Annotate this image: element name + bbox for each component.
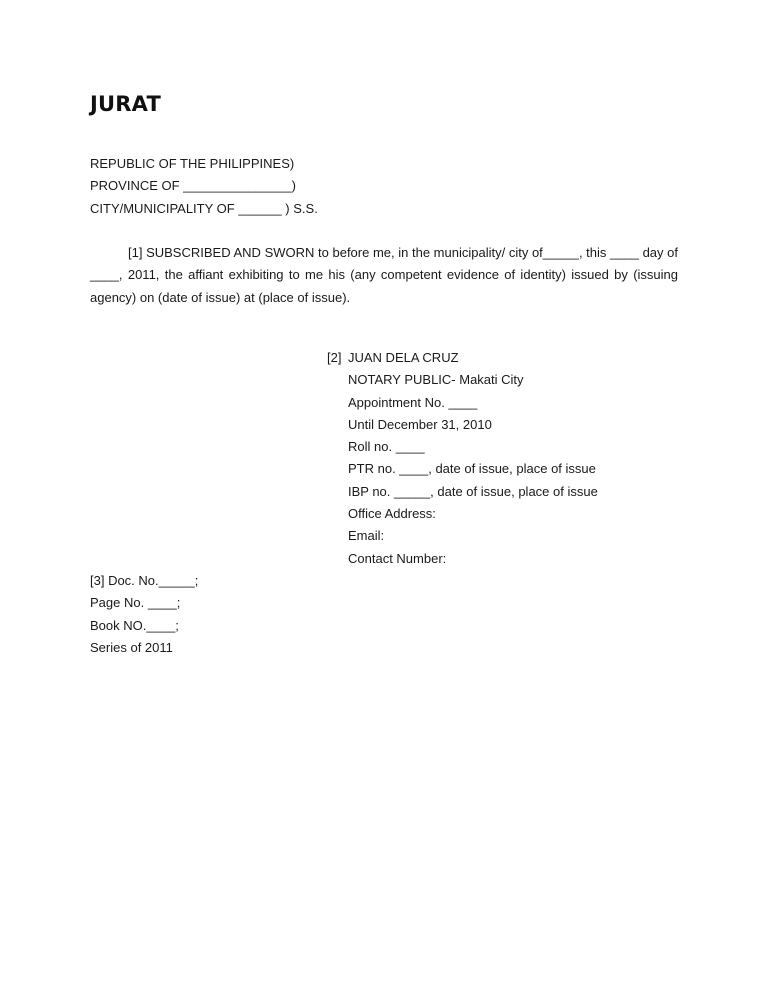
- notary-office-row: [327, 503, 598, 525]
- notary-ptr-row: [327, 458, 598, 480]
- notary-ptr: PTR no. ____, date of issue, place of issue: [348, 461, 596, 477]
- row-spacer: [327, 503, 348, 525]
- notary-name: JUAN DELA CRUZ: [348, 350, 459, 365]
- notary-appointment: Appointment No. ____: [348, 394, 478, 410]
- notary-until-row: [327, 414, 598, 436]
- series-year: Series of 2011: [90, 639, 173, 655]
- row-spacer: [327, 392, 348, 414]
- notary-email: Email:: [348, 528, 385, 544]
- notary-appointment-row: [327, 392, 598, 414]
- notary-name-row: [327, 347, 598, 369]
- venue-caption: [90, 153, 318, 220]
- notary-roll: Roll no. ____: [348, 439, 425, 455]
- jurat-paragraph: [1] SUBSCRIBED AND SWORN to before me, in the municipality/ city of_____, this ____ day of ____, 2011, the affiant exhibiting to me his (any competent evidence of identity) issued by (issuing agency) on (date of issue) at (place of issue).: [90, 245, 678, 305]
- notary-until: Until December 31, 2010: [348, 416, 492, 432]
- row-spacer: [327, 436, 348, 458]
- notary-roll-row: [327, 436, 598, 458]
- page-number: Page No. ____;: [90, 595, 181, 611]
- notary-contact-row: [327, 548, 598, 570]
- notary-marker: [2]: [327, 350, 342, 365]
- notary-contact-number: Contact Number:: [348, 550, 447, 566]
- row-spacer: [327, 525, 348, 547]
- row-spacer: [327, 414, 348, 436]
- row-spacer: [327, 481, 348, 503]
- caption-city-line: CITY/MUNICIPALITY OF ______ ) S.S.: [90, 200, 318, 216]
- notary-ibp-row: [327, 481, 598, 503]
- row-spacer: [327, 458, 348, 480]
- notary-office-address: Office Address:: [348, 506, 436, 522]
- row-spacer: [327, 548, 348, 570]
- notary-title: NOTARY PUBLIC- Makati City: [348, 372, 524, 388]
- book-number: Book NO.____;: [90, 617, 179, 633]
- notary-block: [327, 347, 598, 570]
- document-title: JURAT: [90, 92, 161, 116]
- caption-province-line: PROVINCE OF _______________): [90, 178, 296, 194]
- notary-email-row: [327, 525, 598, 547]
- notary-ibp: IBP no. _____, date of issue, place of issue: [348, 483, 598, 499]
- doc-number: [3] Doc. No._____;: [90, 573, 199, 588]
- notary-title-row: [327, 369, 598, 391]
- caption-republic-line: REPUBLIC OF THE PHILIPPINES): [90, 156, 295, 171]
- row-spacer: [327, 369, 348, 391]
- doc-registry-block: [90, 570, 198, 659]
